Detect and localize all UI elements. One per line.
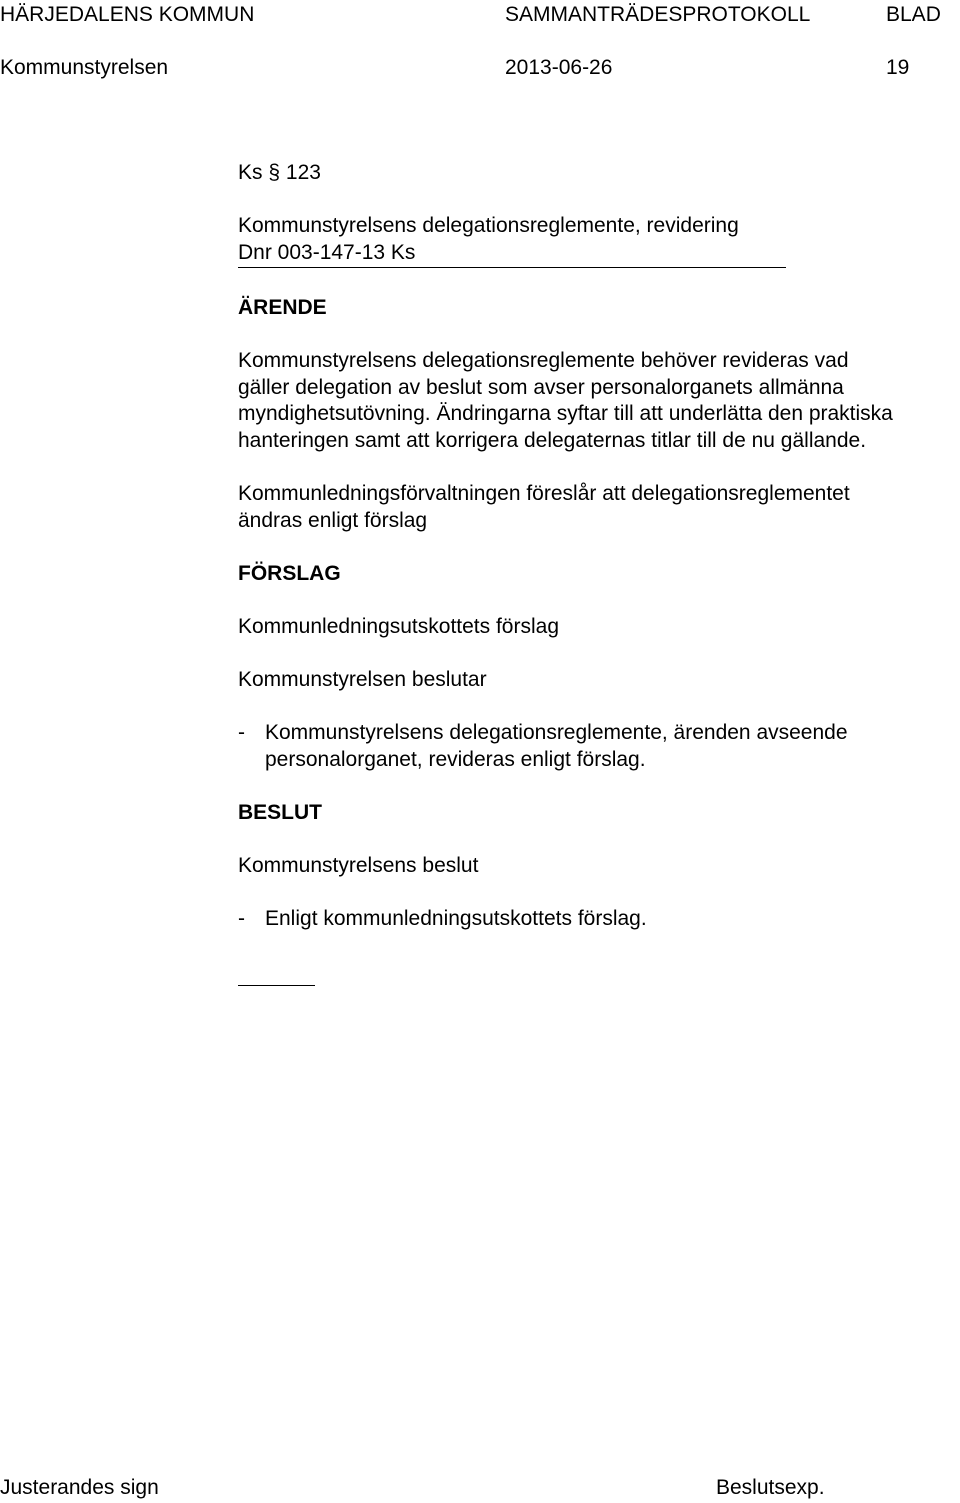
arende-paragraph-1-line: gäller delegation av beslut som avser personalorganets allmänna (238, 375, 844, 399)
footer-justerandes-sign: Justerandes sign (0, 1476, 159, 1499)
forslag-subheading: Kommunledningsutskottets förslag (238, 615, 559, 638)
forslag-list-item-text (265, 720, 848, 773)
arende-paragraph-2-line: ändras enligt förslag (238, 508, 428, 532)
header-body: Kommunstyrelsen (0, 56, 169, 79)
arende-paragraph-1-line: hanteringen samt att korrigera delegaternas titlar till de nu gällande. (238, 428, 867, 452)
beslut-subheading: Kommunstyrelsens beslut (238, 854, 479, 877)
section-sign: § (268, 161, 281, 184)
arende-paragraph-1 (238, 348, 960, 454)
arende-paragraph-1-line: Kommunstyrelsens delegationsreglemente behöver revideras vad (238, 349, 849, 372)
arende-paragraph-2-line: Kommunledningsförvaltningen föreslår att delegationsreglementet (238, 482, 850, 505)
list-dash: - (238, 721, 245, 744)
case-number: 123 (285, 161, 321, 184)
arende-heading: ÄRENDE (238, 296, 327, 319)
forslag-list-item-line: personalorganet, revideras enligt förslag. (265, 747, 646, 771)
header-organization: HÄRJEDALENS KOMMUN (0, 3, 255, 26)
forslag-heading: FÖRSLAG (238, 562, 341, 585)
header-date: 2013-06-26 (505, 56, 613, 79)
list-dash: - (238, 907, 245, 930)
beslut-heading: BESLUT (238, 801, 322, 824)
footer-beslutsexp: Beslutsexp. (716, 1476, 825, 1499)
forslag-decides: Kommunstyrelsen beslutar (238, 668, 487, 691)
arende-paragraph-1-line: myndighetsutövning. Ändringarna syftar till att underlätta den praktiska (238, 402, 893, 425)
header-sheet-label: BLAD (886, 3, 941, 26)
end-rule (238, 985, 315, 986)
forslag-list-item-line: Kommunstyrelsens delegationsreglemente, ärenden avseende (265, 721, 848, 744)
case-underline (238, 267, 786, 268)
case-paragraph-id (238, 160, 321, 185)
header-document-type: SAMMANTRÄDESPROTOKOLL (505, 3, 811, 26)
case-title: Kommunstyrelsens delegationsreglemente, revidering (238, 214, 739, 237)
case-ks-prefix: Ks (238, 161, 263, 184)
arende-paragraph-2 (238, 481, 960, 534)
header-page-number: 19 (886, 56, 910, 79)
beslut-list-item-text: Enligt kommunledningsutskottets förslag. (265, 907, 647, 930)
case-dnr: Dnr 003-147-13 Ks (238, 241, 416, 264)
